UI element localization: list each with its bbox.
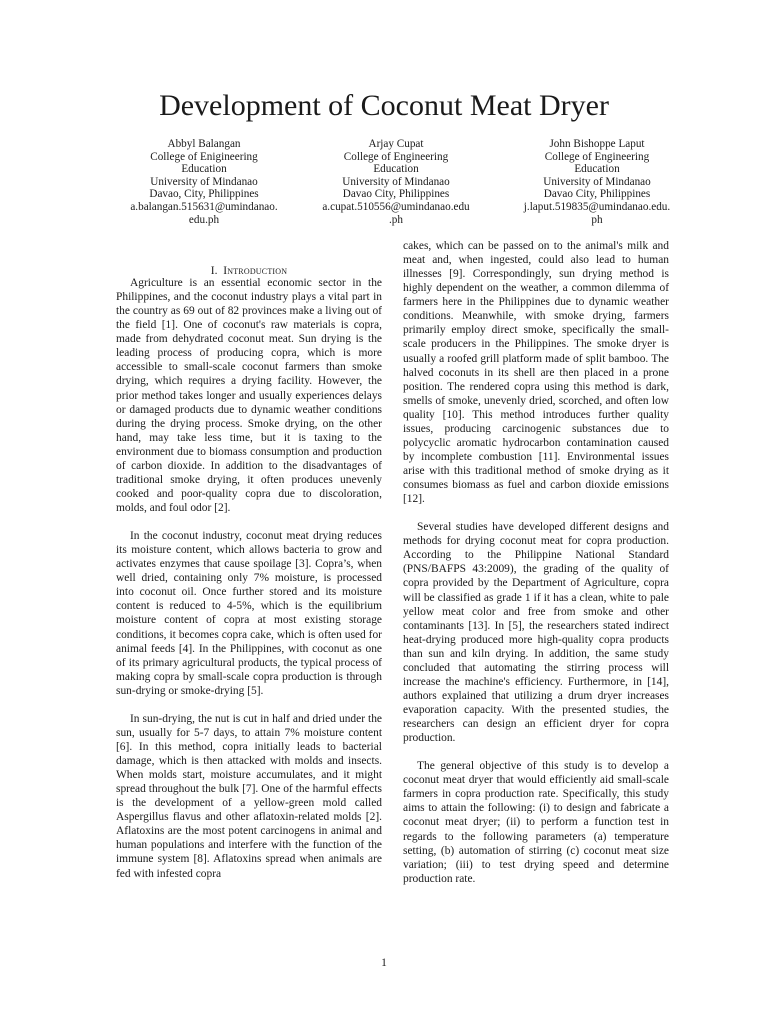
author-email: j.laput.519835@umindanao.edu.: [523, 200, 671, 213]
paragraph: Several studies have developed different designs and methods for drying coconut meat for copra production. According to the Philippine National Standard (PNS/BAFPS 43:2009), the grading of the quality of copra provided by the Department of Agriculture, copra will be classified as grade 1 if it has a clean, white to pale yellow meat color and free from smoke and other contaminants [13]. In [5], the researchers stated indirect heat-drying produced more high-quality copra products than sun and kiln drying. In addition, the same study concluded that automating the stirring process will increase the machine's efficiency. Furthermore, in [14], authors explained that utilizing a drum dryer increases evaporation capacity. With the presented studies, the researchers can design an efficient dryer for copra production.: [403, 521, 669, 745]
author-email-cont: .ph: [389, 213, 403, 226]
author-email: a.cupat.510556@umindanao.edu: [322, 200, 470, 213]
author-location: Davao, City, Philippines: [149, 188, 259, 201]
author-name: John Bishoppe Laput: [549, 138, 645, 150]
paragraph: In the coconut industry, coconut meat drying reduces its moisture content, which allows bacteria to grow and activates enzymes that cause spoilage [3]. Copra’s, when well dried, containing only 7% moisture, is processed into coconut oil. Once further stored and its moisture content is reduced to 4-5%, which is the equilibrium moisture content of copra at most existing storage conditions, it becomes copra cake, which is often used for animal feeds [4]. In the Philippines, with coconut as one of its primary agricultural products, the typical process of making copra by small-scale copra production is through sun-drying or smoke-drying [5].: [116, 530, 382, 697]
author-email-cont: edu.ph: [188, 213, 220, 226]
author-location: Davao City, Philippines: [543, 188, 651, 201]
author-university: University of Mindanao: [543, 175, 651, 188]
author-1: [112, 138, 296, 226]
author-name: Arjay Cupat: [368, 138, 424, 150]
author-department-sub: Education: [574, 163, 620, 176]
section-number: I.: [210, 265, 218, 277]
author-department: College of Engineering: [343, 150, 449, 163]
author-department-sub: Education: [373, 163, 419, 176]
author-location: Davao City, Philippines: [342, 188, 450, 201]
page-number: 1: [381, 957, 387, 969]
author-email: a.balangan.515631@umindanao.: [130, 200, 278, 213]
paper-title: Development of Coconut Meat Dryer: [159, 89, 609, 122]
left-column: [116, 276, 382, 881]
author-department: College of Enigineering: [150, 150, 258, 163]
author-name: Abbyl Balangan: [167, 138, 241, 150]
paragraph: In sun-drying, the nut is cut in half and dried under the sun, usually for 5-7 days, to attain 7% moisture content [6]. In this method, copra initially leads to bacterial damage, which is then attacked with molds and insects. When molds start, moisture accumulates, and it might spread throughout the bulk [7]. One of the harmful effects is the development of a yellow-green mold called Aspergillus flavus and other aflatoxin-related molds [2]. Aflatoxins are the most potent carcinogens in animal and human populations and interfere with the function of the immune system [8]. Aflatoxins spread when animals are fed with infested copra: [116, 712, 382, 880]
section-title: Introduction: [223, 265, 288, 277]
paragraph: The general objective of this study is to develop a coconut meat dryer that would efficiently aid small-scale farmers in copra production rate. Specifically, this study aims to attain the following: (i) to design and fabricate a coconut meat dryer; (ii) to perform a function test in regards to the following parameters (a) temperature setting, (b) automation of stirring (c) coconut meat size variation; (iii) to test drying speed and determine production rate.: [403, 760, 669, 885]
author-department: College of Engineering: [544, 150, 650, 163]
author-university: University of Mindanao: [342, 175, 450, 188]
author-email-cont: ph: [591, 213, 603, 226]
author-2: [303, 138, 489, 226]
author-university: University of Mindanao: [150, 175, 258, 188]
author-department-sub: Education: [181, 163, 227, 176]
author-3: [505, 138, 689, 226]
paragraph-continuation: cakes, which can be passed on to the animal's milk and meat and, when ingested, could also lead to human illnesses [9]. Correspondingly, sun drying method is highly dependent on the weather, a common dilemma of farmers here in the Philippines due to dynamic weather conditions. Meanwhile, with smoke drying, farmers primarily employ direct smoke, specifically the small-scale producers in the Philippines. The smoke dryer is usually a roofed grill platform made of split bamboo. The halved coconuts in its shell are then placed in a prone position. The rendered copra using this method is dark, smells of smoke, unevenly dried, scorched, and often low quality [10]. This method introduces further quality issues, producing carcinogenic substances due to polycyclic aromatic hydrocarbon contamination caused by incomplete combustion [11]. Environmental issues arise with this traditional method of smoke drying as it consumes biomass as fuel and carbon dioxide emissions [12].: [403, 240, 669, 506]
right-column: [403, 239, 669, 886]
paragraph: Agriculture is an essential economic sector in the Philippines, and the coconut industry plays a vital part in the country as 69 out of 82 provinces make a living out of the field [1]. One of coconut's raw materials is copra, made from dehydrated coconut meat. Sun drying is the leading process of producing copra, which is more accessible to small-scale coconut farmers than smoke drying, which requires a drying facility. However, the prior method takes longer and usually experiences delays or damaged products due to dynamic weather conditions during the drying process. Smoke drying, on the other hand, may take less time, but it is taxing to the environment due to biomass consumption and production of carbon dioxide. In addition to the disadvantages of traditional smoke drying, it often produces unevenly cooked and poor-quality copra due to discoloration, molds, and foul odor [2].: [116, 277, 382, 514]
